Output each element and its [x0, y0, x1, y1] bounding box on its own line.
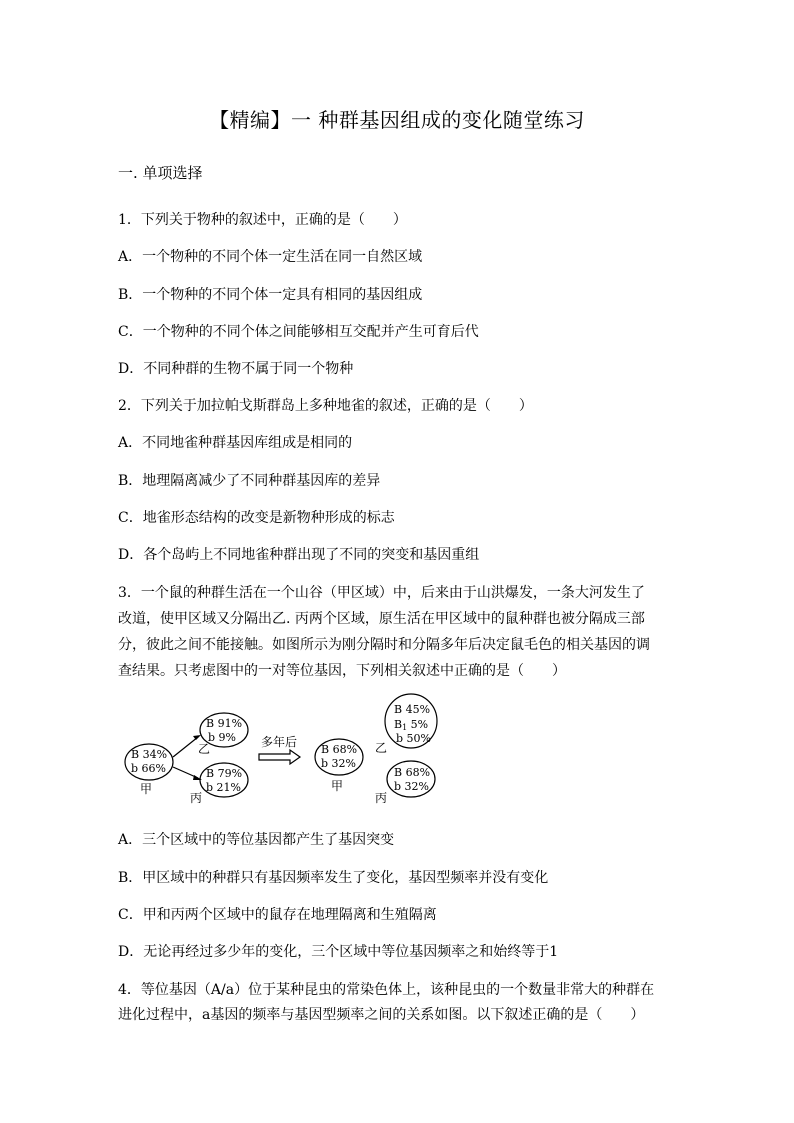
- right-jia-b-upper: B 68%: [321, 743, 358, 756]
- question-1-option-a: A．一个物种的不同个体一定生活在同一自然区域: [118, 249, 423, 265]
- left-yi-label: 乙: [198, 742, 211, 756]
- question-1-option-d: D．不同种群的生物不属于同一个物种: [118, 361, 354, 377]
- left-bing-b-upper: B 79%: [206, 767, 243, 780]
- question-3-stem-line-4: 查结果。只考虑图中的一对等位基因，下列相关叙述中正确的是（ ）: [118, 663, 566, 679]
- left-jia-label: 甲: [140, 782, 153, 796]
- question-2-option-c: C．地雀形态结构的改变是新物种形成的标志: [118, 510, 395, 526]
- question-1-option-b: B．一个物种的不同个体一定具有相同的基因组成: [118, 287, 423, 303]
- right-bing-b-upper: B 68%: [394, 766, 431, 779]
- right-yi-b-lower: b 50%: [396, 732, 431, 745]
- left-yi-b-upper: B 91%: [206, 717, 243, 730]
- question-2-option-a: A．不同地雀种群基因库组成是相同的: [118, 435, 353, 451]
- right-yi-b1-subscript: 1: [402, 723, 408, 732]
- question-4-stem-line-1: 4．等位基因（A/a）位于某种昆虫的常染色体上，该种昆虫的一个数量非常大的种群在: [118, 982, 655, 998]
- question-2-stem: 2．下列关于加拉帕戈斯群岛上多种地雀的叙述，正确的是（ ）: [118, 398, 533, 414]
- right-yi-b1-main: B: [394, 718, 403, 731]
- question-1-stem: 1．下列关于物种的叙述中，正确的是（ ）: [118, 212, 407, 228]
- years-later-label: 多年后: [261, 735, 298, 749]
- right-bing-label: 丙: [375, 791, 388, 805]
- question-3-stem-line-1: 3．一个鼠的种群生活在一个山谷（甲区域）中，后来由于山洪爆发，一条大河发生了: [118, 585, 645, 601]
- question-4-stem-line-2: 进化过程中，a基因的频率与基因型频率之间的关系如图。以下叙述正确的是（ ）: [118, 1007, 645, 1023]
- right-yi-b-upper: B 45%: [394, 703, 431, 716]
- question-2-option-d: D．各个岛屿上不同地雀种群出现了不同的突变和基因重组: [118, 547, 480, 563]
- left-bing-b-lower: b 21%: [206, 781, 241, 794]
- right-yi-b1-value: 5%: [407, 718, 429, 731]
- left-jia-b-upper: B 34%: [131, 748, 168, 761]
- arrow-to-yi: [173, 737, 198, 757]
- question-3-option-c: C．甲和丙两个区域中的鼠存在地理隔离和生殖隔离: [118, 907, 437, 923]
- page-title: 【精编】一 种群基因组成的变化随堂练习: [209, 108, 585, 132]
- right-yi-b1-line: [394, 718, 428, 732]
- right-jia-label: 甲: [331, 779, 344, 793]
- left-jia-b-lower: b 66%: [131, 762, 166, 775]
- question-2-option-b: B．地理隔离减少了不同种群基因库的差异: [118, 473, 381, 489]
- gene-frequency-figure: [118, 690, 448, 805]
- question-3-stem-line-3: 分，彼此之间不能接触。如图所示为刚分隔时和分隔多年后决定鼠毛色的相关基因的调: [118, 637, 650, 653]
- question-3-option-d: D．无论再经过多少年的变化，三个区域中等位基因频率之和始终等于1: [118, 944, 559, 960]
- question-3-option-a: A．三个区域中的等位基因都产生了基因突变: [118, 832, 395, 848]
- right-bing-b-lower: b 32%: [394, 780, 429, 793]
- right-jia-b-lower: b 32%: [321, 757, 356, 770]
- right-yi-label: 乙: [375, 741, 388, 755]
- question-3-option-b: B．甲区域中的种群只有基因频率发生了变化，基因型频率并没有变化: [118, 870, 549, 886]
- years-later-arrow: [259, 750, 300, 764]
- left-bing-label: 丙: [190, 791, 203, 805]
- question-3-stem-line-2: 改道，使甲区域又分隔出乙. 丙两个区域，原生活在甲区域中的鼠种群也被分隔成三部: [118, 611, 645, 627]
- arrowhead-yi: [193, 735, 201, 740]
- question-1-option-c: C．一个物种的不同个体之间能够相互交配并产生可育后代: [118, 324, 479, 340]
- section-heading: 一. 单项选择: [118, 164, 203, 182]
- left-yi-b-lower: b 9%: [208, 731, 236, 744]
